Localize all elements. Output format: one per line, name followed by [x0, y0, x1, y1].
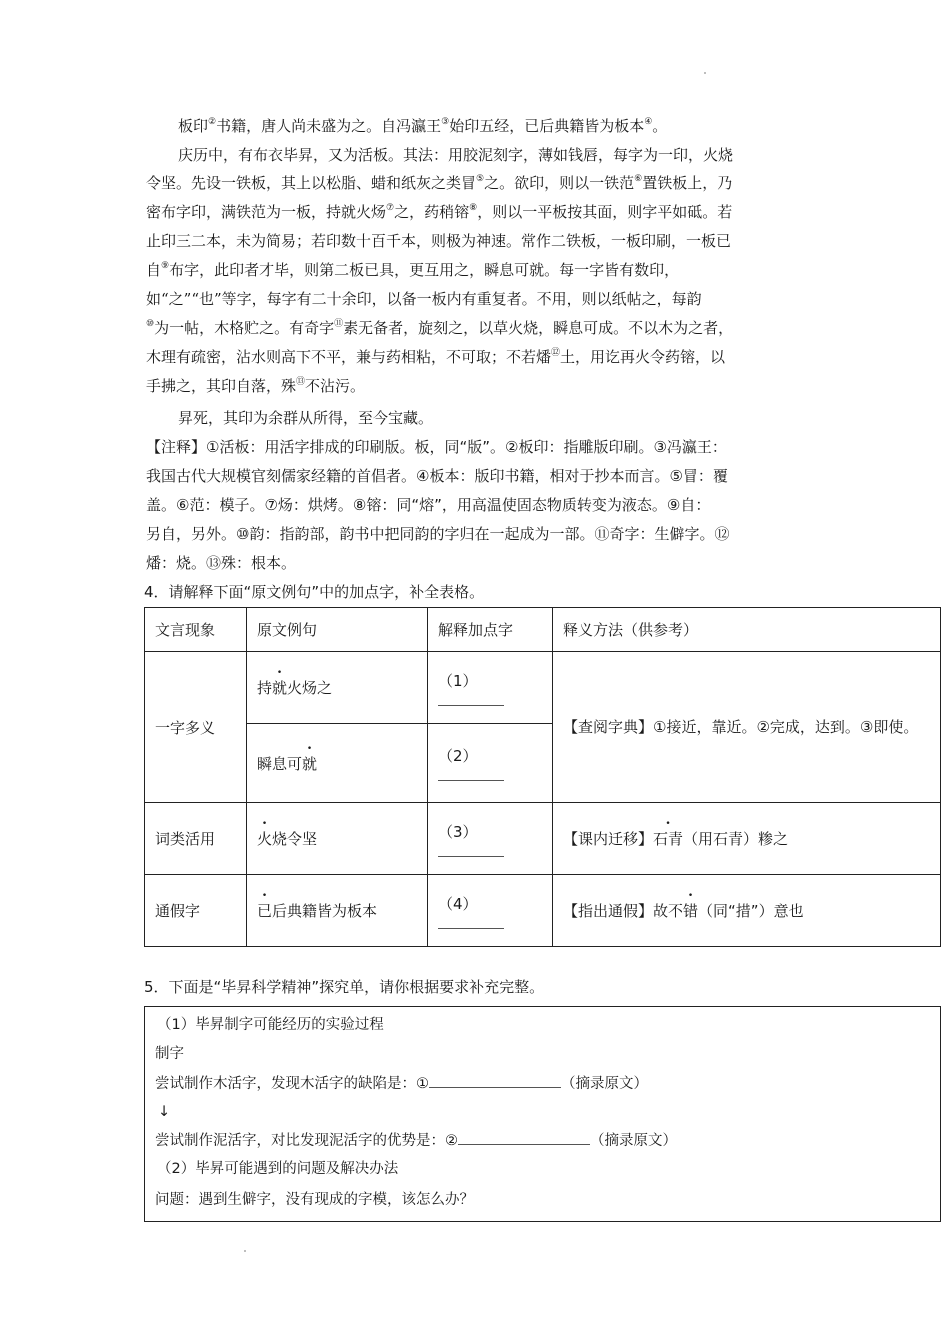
example-cell: 已后典籍皆为板本	[247, 875, 428, 947]
example-cell: 持就火炀之	[247, 652, 428, 724]
answer-blank-1[interactable]	[438, 695, 504, 706]
phenomenon-cell: 词类活用	[145, 803, 247, 875]
notes-line: 另自，另外。⑩韵：指韵部，韵书中把同韵的字归在一起成为一部。⑪奇字：生僻字。⑫	[146, 525, 730, 543]
table-header-cell: 释义方法（供参考）	[553, 608, 941, 652]
q5-line: 问题：遇到生僻字，没有现成的字模，该怎么办？	[155, 1192, 474, 1208]
notes-line: 燔：烧。⑬殊：根本。	[146, 554, 297, 572]
q5-item-1: （1）毕昇制字可能经历的实验过程	[157, 1017, 384, 1033]
passage-line: 令坚。先设一铁板，其上以松脂、蜡和纸灰之类冒⑤之。欲印，则以一铁范⑥置铁板上，乃	[146, 174, 733, 192]
down-arrow-icon: ↓	[158, 1104, 171, 1120]
dotted-char: 火	[257, 830, 273, 848]
passage-line: 木理有疏密，沾水则高下不平，兼与药相粘，不可取；不若燔⑫土，用讫再火令药镕，以	[146, 348, 726, 366]
answer-blank-1[interactable]	[429, 1073, 561, 1088]
question-4-table	[144, 607, 941, 947]
scan-speck	[244, 1250, 246, 1252]
answer-cell[interactable]: （2）	[428, 724, 553, 803]
passage-line: 昇死，其印为余群从所得，至今宝藏。	[178, 409, 434, 427]
scan-speck	[704, 72, 706, 74]
notes-line: 【注释】①活板：用活字排成的印刷版。板，同“版”。②板印：指雕版印刷。③冯瀛王：	[146, 438, 727, 456]
q5-line: 尝试制作泥活字，对比发现泥活字的优势是：② （摘录原文）	[155, 1130, 677, 1151]
dotted-char: 错	[683, 902, 699, 920]
dotted-char: 就	[302, 754, 318, 773]
answer-blank-2[interactable]	[458, 1130, 590, 1145]
answer-blank-4[interactable]	[438, 918, 504, 929]
passage-line: 自⑨布字，此印者才毕，则第二板已具，更互用之，瞬息可就。每一字皆有数印，	[146, 261, 680, 279]
passage-line: ⑩为一帖，木格贮之。有奇字⑪素无备者，旋刻之，以草火烧，瞬息可成。不以木为之者，	[146, 319, 734, 337]
notes-line: 盖。⑥范：模子。⑦炀：烘烤。⑧镕：同“熔”，用高温使固态物质转变为液态。⑨自：	[146, 496, 711, 514]
question-5-title: 5．下面是“毕昇科学精神”探究单，请你根据要求补充完整。	[144, 978, 545, 996]
table-row	[145, 875, 941, 947]
phenomenon-cell: 通假字	[145, 875, 247, 947]
question-5-box	[144, 1006, 941, 1222]
question-4-title: 4．请解释下面“原文例句”中的加点字，补全表格。	[144, 583, 485, 601]
table-header-cell: 解释加点字	[428, 608, 553, 652]
answer-cell[interactable]: （4）	[428, 875, 553, 947]
passage-line: 密布字印，满铁范为一板，持就火炀⑦之，药稍镕⑧，则以一平板按其面，则字平如砥。若	[146, 203, 733, 221]
answer-cell[interactable]: （3）	[428, 803, 553, 875]
table-header-cell: 原文例句	[247, 608, 428, 652]
q5-line: 尝试制作木活字，发现木活字的缺陷是：① （摘录原文）	[155, 1073, 648, 1094]
example-cell: 瞬息可就	[247, 724, 428, 803]
passage-line: 板印②书籍，唐人尚未盛为之。自冯瀛王③始印五经，已后典籍皆为板本④。	[178, 117, 668, 135]
table-header-row	[145, 608, 941, 652]
answer-blank-2[interactable]	[438, 770, 504, 781]
passage-line: 止印三二本，未为简易；若印数十百千本，则极为神速。常作二铁板，一板印刷，一板已	[146, 232, 732, 250]
dotted-char: 已	[257, 902, 273, 920]
passage-line: 庆历中，有布衣毕昇，又为活板。其法：用胶泥刻字，薄如钱唇，每字为一印，火烧	[178, 146, 734, 164]
phenomenon-cell: 一字多义	[145, 652, 247, 803]
dotted-char: 就	[272, 679, 288, 697]
notes-line: 我国古代大规模官刻儒家经籍的首倡者。④板本：版印书籍，相对于抄本而言。⑤冒：覆	[146, 467, 728, 485]
example-cell: 火烧令坚	[247, 803, 428, 875]
table-header-cell: 文言现象	[145, 608, 247, 652]
passage-line: 如“之”“也”等字，每字有二十余印，以备一板内有重复者。不用，则以纸帖之，每韵	[146, 290, 702, 308]
table-row	[145, 652, 941, 724]
method-cell: 【指出通假】故不错（同“措”）意也	[553, 875, 941, 947]
q5-line: 制字	[155, 1046, 184, 1062]
answer-cell[interactable]: （1）	[428, 652, 553, 724]
passage-line: 手拂之，其印自落，殊⑬不沾污。	[146, 377, 366, 395]
dotted-word: 石青	[653, 830, 684, 848]
table-row	[145, 803, 941, 875]
answer-blank-3[interactable]	[438, 846, 504, 857]
q5-item-2: （2）毕昇可能遇到的问题及解决办法	[157, 1161, 399, 1177]
method-cell: 【查阅字典】①接近，靠近。②完成，达到。③即使。	[553, 652, 941, 803]
method-cell: 【课内迁移】石青（用石青）糁之	[553, 803, 941, 875]
